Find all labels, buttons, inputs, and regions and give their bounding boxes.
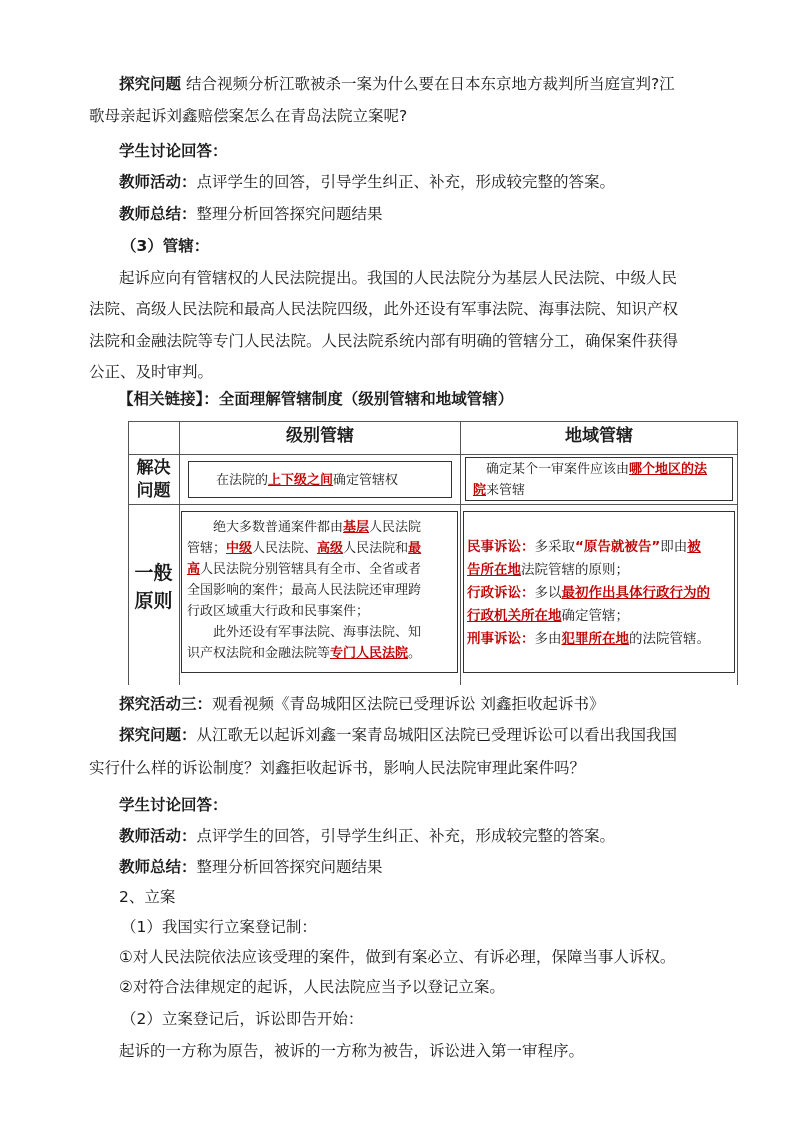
jurisdiction-para-l2: 法院、高级人民法院和最高人民法院四级，此外还设有军事法院、海事法院、知识产权 [89,300,679,318]
inquiry-question-2: 探究问题：从江歌无以起诉刘鑫一案青岛城阳区法院已受理诉讼可以看出我国我国 [119,726,678,744]
jurisdiction-para-l4: 公正、及时审判。 [89,363,214,381]
jurisdiction-table [128,421,738,685]
related-link-heading: 【相关链接】：全面理解管辖制度（级别管辖和地域管辖） [118,390,514,408]
r1c1-text: 在法院的上下级之间确定管辖权 [216,473,399,488]
r2c1-text: 绝大多数普通案件都由基层人民法院 管辖；中级人民法院、高级人民法院和最 高人民法院分别管辖具有全市、全省或者 全国影响的案件；最高人民法院还审理跨 行政区域重大行政和民事案件； 此外还设有军事法院、海事法院、知 识产权法院和金融法院等专门人民法院。 [187,520,422,661]
section-filing: 2、立案 [119,888,176,906]
filing-result: 起诉的一方称为原告，被诉的一方称为被告，诉讼进入第一审程序。 [119,1042,585,1060]
inquiry-question-1-cont: 歌母亲起诉刘鑫赔偿案怎么在青岛法院立案呢? [89,107,408,125]
filing-item-2: ②对符合法律规定的起诉，人民法院应当予以登记立案。 [119,978,505,996]
jurisdiction-para-l1: 起诉应向有管辖权的人民法院提出。我国的人民法院分为基层人民法院、中级人民 [119,269,678,287]
teacher-activity-2: 教师活动：点评学生的回答，引导学生纠正、补充，形成较完整的答案。 [119,827,616,845]
col-header-territory: 地域管辖 [565,426,633,446]
student-discussion-2: 学生讨论回答： [119,796,228,814]
row-header-principle: 一般 原则 [134,562,173,612]
col-header-level: 级别管辖 [286,426,354,446]
section-heading-jurisdiction: （3）管辖： [121,237,210,255]
student-discussion-1: 学生讨论回答： [119,142,228,160]
filing-item-1: ①对人民法院依法应该受理的案件，做到有案必立、有诉必理，保障当事人诉权。 [119,948,676,966]
inquiry-question-1: 探究问题 结合视频分析江歌被杀一案为什么要在日本东京地方裁判所当庭宣判?江 [119,75,675,93]
filing-point-2: （2）立案登记后，诉讼即告开始： [121,1010,364,1028]
r1c2-text: 确定某个一审案件应该由哪个地区的法 院来管辖 [473,462,708,498]
teacher-summary-2: 教师总结：整理分析回答探究问题结果 [119,858,383,876]
jurisdiction-para-l3: 法院和金融法院等专门人民法院。人民法院系统内部有明确的管辖分工，确保案件获得 [89,332,679,350]
teacher-activity-1: 教师活动：点评学生的回答，引导学生纠正、补充，形成较完整的答案。 [119,173,616,191]
inquiry-question-2-cont: 实行什么样的诉讼制度？刘鑫拒收起诉书，影响人民法院审理此案件吗？ [89,759,586,777]
row-header-problem: 解决 问题 [136,458,171,501]
filing-point-1: （1）我国实行立案登记制： [121,918,317,936]
inquiry-activity-3: 探究活动三：观看视频《青岛城阳区法院已受理诉讼 刘鑫拒收起诉书》 [119,695,605,713]
teacher-summary-1: 教师总结：整理分析回答探究问题结果 [119,205,383,223]
r2c2-text: 民事诉讼：多采取“原告就被告”即由被 告所在地法院管辖的原则； 行政诉讼：多以最初作出具体行政行为的 行政机关所在地确定管辖； 刑事诉讼：多由犯罪所在地的法院管辖。 [467,539,710,647]
label: 探究问题 [119,75,182,93]
